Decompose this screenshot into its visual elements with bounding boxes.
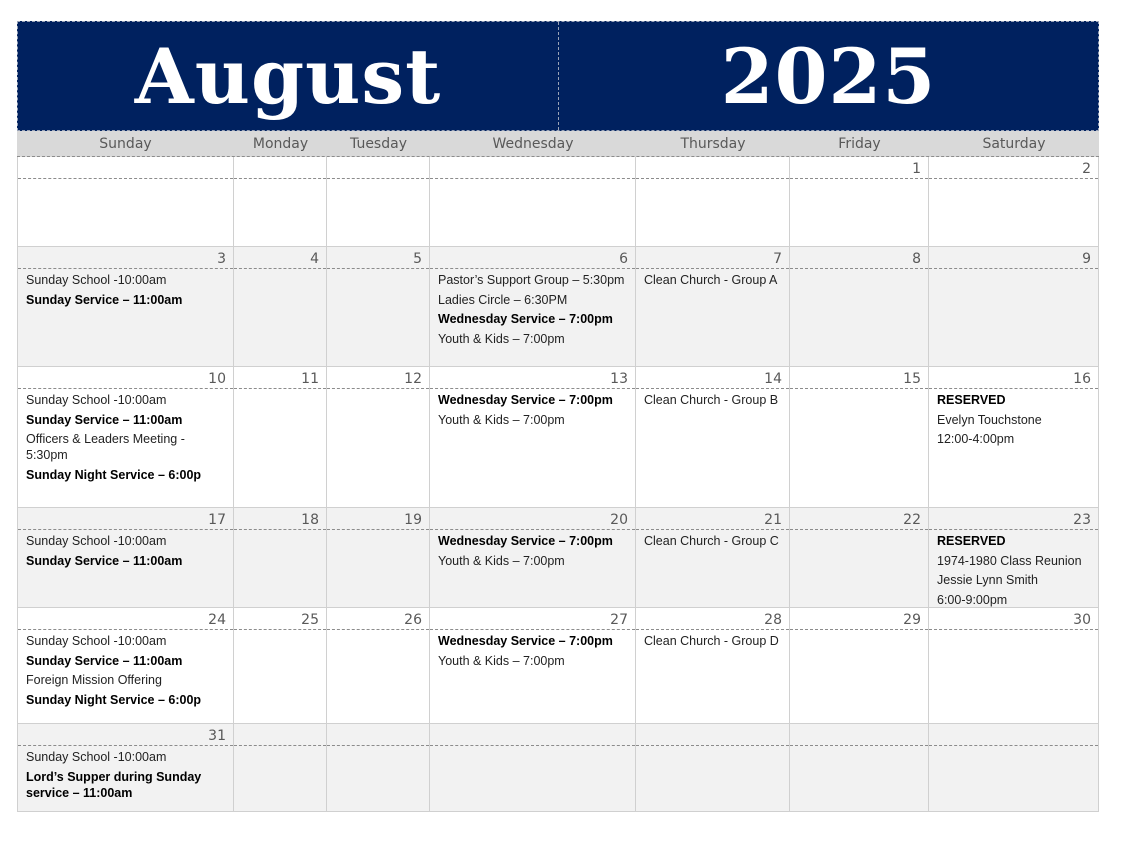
event-entry: Sunday School -10:00am [26,534,167,548]
day-number: 19 [327,508,429,530]
day-cell[interactable] [790,367,929,508]
day-number: 11 [234,367,326,389]
week-row [17,724,1099,812]
day-number: 1 [790,157,928,179]
event-list [636,389,789,408]
day-cell[interactable] [790,247,929,367]
day-cell[interactable] [929,508,1099,608]
weekday-label: Thursday [680,136,746,152]
event-entry: Jessie Lynn Smith [937,573,1038,587]
day-number: 17 [18,508,233,530]
event-entry: 1974-1980 Class Reunion [937,553,1082,568]
day-number [327,157,429,179]
day-cell[interactable] [929,157,1099,247]
event-list [790,269,928,272]
day-number [430,157,635,179]
day-cell[interactable] [234,508,327,608]
event-entry: Lord’s Supper during Sunday service – 11:00am [26,769,202,800]
event-entry: Ladies Circle – 6:30PM [438,292,568,307]
day-cell[interactable] [636,247,790,367]
day-number: 20 [430,508,635,530]
weekday-label: Saturday [982,136,1046,152]
day-cell[interactable] [234,608,327,724]
day-number: 25 [234,608,326,630]
event-list [430,746,635,749]
event-list [430,269,635,347]
event-entry: Sunday School -10:00am [26,634,167,648]
day-cell[interactable] [790,157,929,247]
day-number [636,157,789,179]
event-list [790,179,928,182]
week-row [17,508,1099,608]
day-number: 21 [636,508,789,530]
day-cell[interactable] [234,157,327,247]
event-list [636,530,789,549]
day-number [790,724,928,746]
event-list [18,530,233,569]
day-cell[interactable] [17,247,234,367]
event-list [430,179,635,182]
week-row [17,157,1099,247]
day-cell[interactable] [430,247,636,367]
day-number [929,724,1098,746]
event-entry: Sunday Service – 11:00am [26,412,183,427]
day-number [430,724,635,746]
day-cell[interactable] [929,608,1099,724]
event-entry: Sunday Service – 11:00am [26,553,183,568]
day-number: 2 [929,157,1098,179]
event-entry: Clean Church - Group D [644,634,779,648]
day-cell[interactable] [929,247,1099,367]
event-entry: Youth & Kids – 7:00pm [438,653,565,668]
event-list [790,746,928,749]
day-cell[interactable] [17,157,234,247]
event-list [430,389,635,428]
event-entry: Wednesday Service – 7:00pm [438,393,613,407]
day-cell[interactable] [430,367,636,508]
event-entry: Youth & Kids – 7:00pm [438,553,565,568]
day-number: 6 [430,247,635,269]
event-list [234,179,326,182]
day-number: 15 [790,367,928,389]
event-list [636,269,789,288]
day-cell[interactable] [234,367,327,508]
event-list [234,630,326,633]
day-cell[interactable] [790,508,929,608]
event-list [929,389,1098,447]
day-number: 8 [790,247,928,269]
day-number: 12 [327,367,429,389]
event-list [327,389,429,392]
day-cell[interactable] [234,247,327,367]
event-entry: Foreign Mission Offering [26,673,162,687]
weekday-label: Monday [252,136,309,152]
day-number: 14 [636,367,789,389]
day-cell[interactable] [327,157,430,247]
day-number: 9 [929,247,1098,269]
day-number: 26 [327,608,429,630]
event-list [636,746,789,749]
event-list [929,630,1098,633]
day-cell[interactable] [430,608,636,724]
event-list [327,630,429,633]
event-entry: 6:00-9:00pm [937,592,1008,607]
event-list [790,630,928,633]
event-list [18,389,233,483]
event-list [929,746,1098,749]
event-entry: Sunday Night Service – 6:00p [26,467,202,482]
day-number: 3 [18,247,233,269]
event-entry: Sunday Service – 11:00am [26,653,183,668]
event-entry: Sunday Night Service – 6:00p [26,692,202,707]
event-entry: Sunday Service – 11:00am [26,292,183,307]
day-cell[interactable] [234,724,327,812]
event-entry: Youth & Kids – 7:00pm [438,412,565,427]
day-cell[interactable] [327,367,430,508]
event-list [430,630,635,669]
day-cell[interactable] [636,508,790,608]
day-number: 30 [929,608,1098,630]
event-entry: Sunday School -10:00am [26,273,167,287]
day-number [234,157,326,179]
day-number [327,724,429,746]
day-cell[interactable] [430,157,636,247]
event-entry: Youth & Kids – 7:00pm [438,331,565,346]
event-entry: RESERVED [937,534,1006,548]
event-list [327,179,429,182]
day-number: 23 [929,508,1098,530]
event-list [790,389,928,392]
event-entry: Sunday School -10:00am [26,750,167,764]
day-number: 24 [18,608,233,630]
day-number: 7 [636,247,789,269]
day-number: 22 [790,508,928,530]
day-cell[interactable] [17,367,234,508]
week-row [17,608,1099,724]
day-number [18,157,233,179]
event-entry: Clean Church - Group C [644,534,779,548]
event-list [929,530,1098,608]
event-list [430,530,635,569]
event-list [234,746,326,749]
day-number: 4 [234,247,326,269]
day-number [636,724,789,746]
event-list [234,530,326,533]
day-number: 16 [929,367,1098,389]
day-number: 29 [790,608,928,630]
day-cell[interactable] [327,724,430,812]
day-cell[interactable] [327,247,430,367]
event-list [18,630,233,708]
day-number: 27 [430,608,635,630]
event-list [929,179,1098,182]
day-cell[interactable] [636,724,790,812]
week-row [17,247,1099,367]
day-number: 31 [18,724,233,746]
day-cell[interactable] [636,157,790,247]
event-entry: RESERVED [937,393,1006,407]
event-list [327,746,429,749]
weekday-label: Friday [838,136,881,152]
day-cell[interactable] [430,724,636,812]
event-list [636,179,789,182]
day-cell[interactable] [17,508,234,608]
day-cell[interactable] [636,367,790,508]
event-list [234,269,326,272]
event-list [18,269,233,308]
event-list [18,746,233,801]
day-number: 10 [18,367,233,389]
event-entry: Clean Church - Group A [644,273,778,287]
event-entry: Evelyn Touchstone [937,412,1042,427]
day-cell[interactable] [327,608,430,724]
event-list [18,179,233,182]
event-list [636,630,789,649]
day-cell[interactable] [929,724,1099,812]
event-entry: Wednesday Service – 7:00pm [438,634,613,648]
event-list [929,269,1098,272]
event-list [327,530,429,533]
day-cell[interactable] [327,508,430,608]
day-number [234,724,326,746]
event-entry: Clean Church - Group B [644,393,779,407]
day-cell[interactable] [790,608,929,724]
day-cell[interactable] [17,608,234,724]
event-entry: 12:00-4:00pm [937,432,1015,446]
event-entry: Wednesday Service – 7:00pm [438,534,613,548]
day-cell[interactable] [430,508,636,608]
day-cell[interactable] [17,724,234,812]
day-number: 5 [327,247,429,269]
event-list [790,530,928,533]
event-entry: Sunday School -10:00am [26,393,167,407]
weekday-header-row [17,131,1099,157]
year-title: 2025 [720,31,937,121]
day-cell[interactable] [790,724,929,812]
weekday-label: Wednesday [492,136,574,152]
calendar-banner [17,21,1099,131]
day-cell[interactable] [636,608,790,724]
event-entry: Officers & Leaders Meeting - 5:30pm [26,432,185,462]
month-title: August [18,22,559,130]
day-number: 18 [234,508,326,530]
week-row [17,367,1099,508]
event-list [234,389,326,392]
event-entry: Wednesday Service – 7:00pm [438,312,613,326]
event-entry: Pastor’s Support Group – 5:30pm [438,273,625,287]
day-cell[interactable] [929,367,1099,508]
weekday-label: Tuesday [350,136,407,152]
weekday-label: Sunday [99,136,152,152]
day-number: 13 [430,367,635,389]
day-number: 28 [636,608,789,630]
event-list [327,269,429,272]
